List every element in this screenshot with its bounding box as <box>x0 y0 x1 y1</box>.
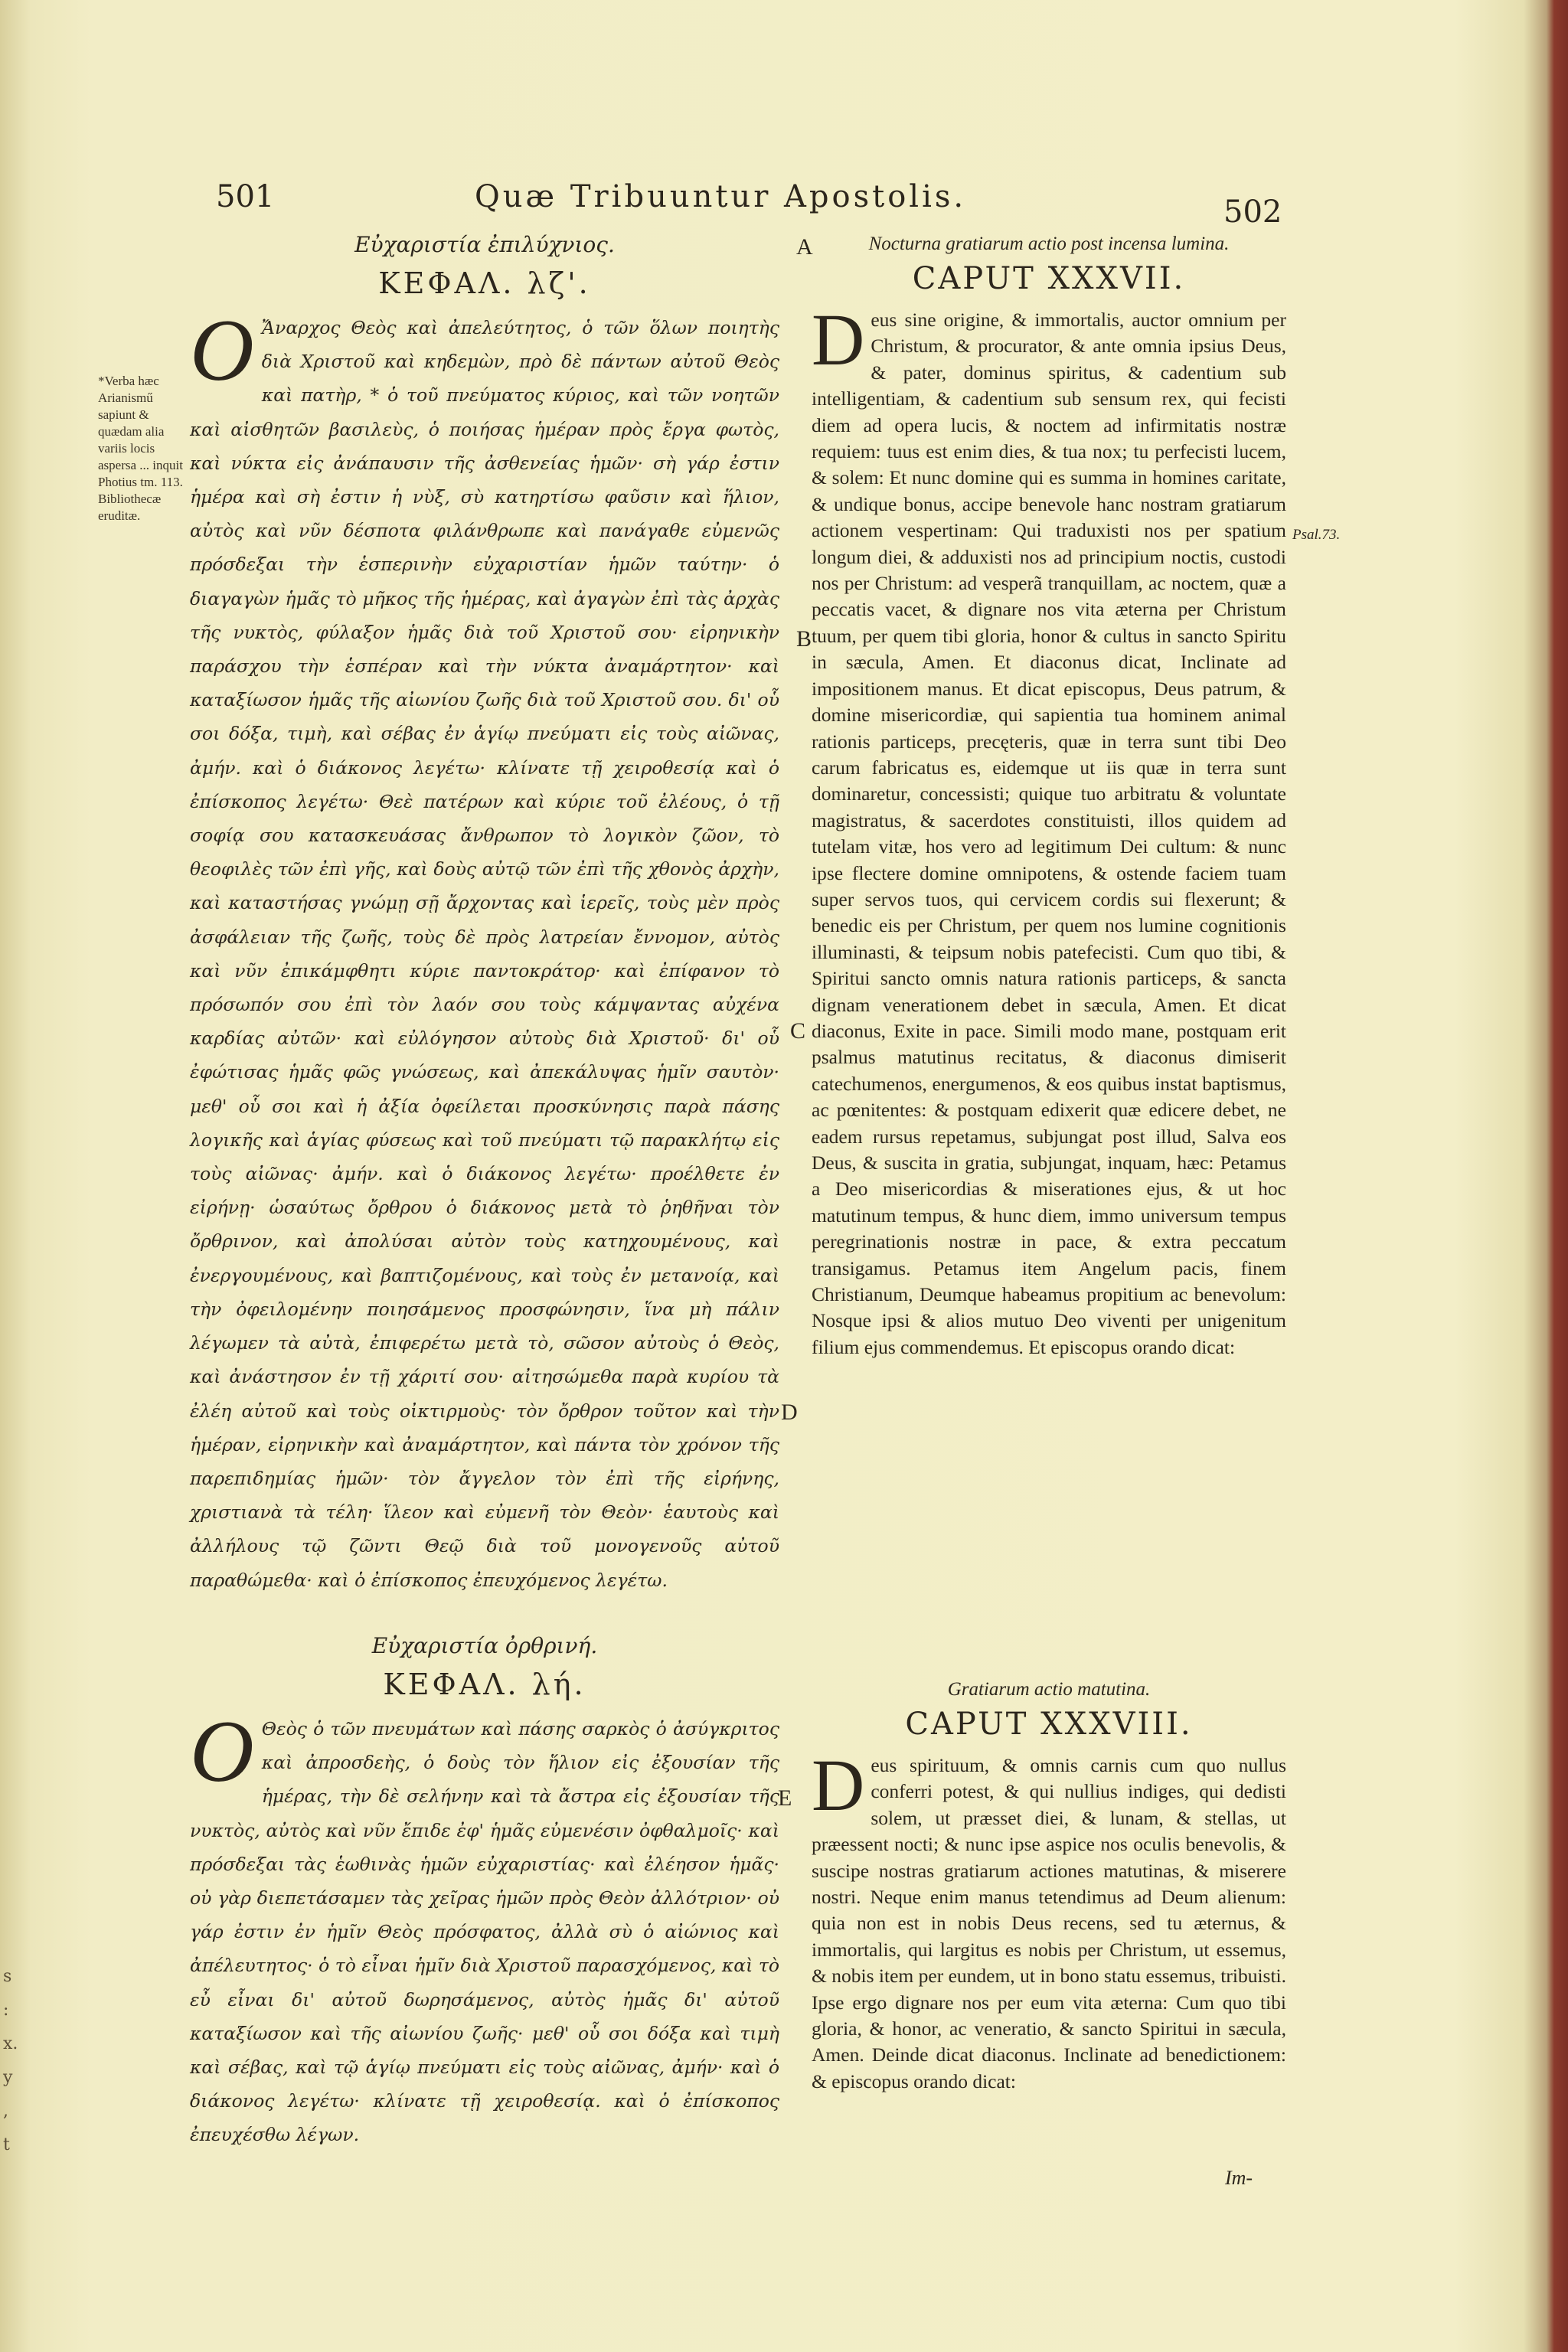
margin-letter-a: A <box>796 234 813 260</box>
latin-chapter-37: CAPUT XXXVII. <box>912 261 1186 296</box>
latin-column <box>812 234 1286 2092</box>
running-title: Quæ Tribuuntur Apostolis. <box>475 179 967 214</box>
greek-section-38 <box>190 1631 779 2152</box>
latin-body-38: eus spirituum, & omnis carnis cum quo nullus conferri potest, & qui nullius indiges, qui dedisti solem, ut præsset diei, & lunam, & stellas, ut præessent nocti; & nunc ipse aspice nos oculis benevolis, & suscipe nostras gratiarum actiones matutinas, & miserere nostri. Neque enim manus tetendimus ad Deum alienum: quia non est in nobis Deus recens, sed tu æternus, & immortalis, qui largitus es nobis per Christum, ut essemus, & nobis item per eundem, ut in bono statu essemus, tribuisti. Ipse ergo dignare nos per eum vita æterna: Cum quo tibi gloria, & honor, ac veneratio, & sancto Spiritui in sæcula, Amen. Deinde dicat diaconus. Inclinate ad benedictionem: & episcopus orando dicat: <box>812 1754 1286 2092</box>
catchword: Im- <box>1225 2167 1253 2189</box>
psalm-reference: Psal.73. <box>1292 527 1341 543</box>
latin-text-38 <box>812 1744 1286 2095</box>
drop-capital: Ο <box>190 1703 254 1801</box>
greek-body-37: Ἄναρχος Θεὸς καὶ ἀπελεύτητος, ὁ τῶν ὅλων ποιητὴς διὰ Χριστοῦ καὶ κηδεμὼν, πρὸ δὲ πάντων αὐτοῦ Θεὸς καὶ πατὴρ, * ὁ τοῦ πνεύματος κύριος, καὶ τῶν νοητῶν καὶ αἰσθητῶν βασιλεὺς, ὁ ποιήσας ἡμέραν πρὸς ἔργα φωτὸς, καὶ νύκτα εἰς ἀνάπαυσιν τῆς ἀσθενείας ἡμῶν· σὴ γάρ ἐστιν ἡμέρα καὶ σὴ ἐστιν ἡ νὺξ, σὺ κατηρτίσω φαῦσιν καὶ ἥλιον, αὐτὸς καὶ νῦν δέσποτα φιλάνθρωπε καὶ πανάγαθε εὐμενῶς πρόσδεξαι τὴν ἑσπερινὴν εὐχαριστίαν ἡμῶν ταύτην· ὁ διαγαγὼν ἡμᾶς τὸ μῆκος τῆς ἡμέρας, καὶ ἀγαγὼν ἐπὶ τὰς ἀρχὰς τῆς νυκτὸς, φύλαξον ἡμᾶς διὰ τοῦ Χριστοῦ σου· εἰρηνικὴν παράσχου τὴν ἑσπέραν καὶ τὴν νύκτα ἀναμάρτητον· καὶ καταξίωσον ἡμᾶς τῆς αἰωνίου ζωῆς διὰ τοῦ Χριστοῦ σου. δι' οὗ σοι δόξα, τιμὴ, καὶ σέβας ἐν ἁγίῳ πνεύματι εἰς τοὺς αἰῶνας, ἀμήν. καὶ ὁ διάκονος λεγέτω· κλίνατε τῇ χειροθεσίᾳ καὶ ὁ ἐπίσκοπος λεγέτω· Θεὲ πατέρων καὶ κύριε τοῦ ἐλέους, ὁ τῇ σοφίᾳ σου κατασκευάσας ἄνθρωπον τὸ λογικὸν ζῶον, τὸ θεοφιλὲς τῶν ἐπὶ γῆς, καὶ δοὺς αὐτῷ τῶν ἐπὶ τῆς χθονὸς ἀρχὴν, καὶ καταστήσας γνώμῃ σῇ ἄρχοντας καὶ ἱερεῖς, τοὺς μὲν πρὸς ἀσφάλειαν τῆς ζωῆς, τοὺς δὲ πρὸς λατρείαν ἔννομον, αὐτὸς καὶ νῦν ἐπικάμφθητι κύριε παντοκράτορ· καὶ ἐπίφανον τὸ πρόσωπόν σου ἐπὶ τὸν λαόν σου τοὺς κάμψαντας αὐχένα καρδίας αὐτῶν· καὶ εὐλόγησον αὐτοὺς διὰ Χριστοῦ· δι' οὗ ἐφώτισας ἡμᾶς φῶς γνώσεως, καὶ ἀπεκάλυψας ἡμῖν σαυτὸν· μεθ' οὗ σοι καὶ ἡ ἀξία ὀφείλεται προσκύνησις παρὰ πάσης λογικῆς καὶ ἁγίας φύσεως καὶ τοῦ πνεύματι τῷ παρακλήτῳ εἰς τοὺς αἰῶνας· ἀμήν. καὶ ὁ διάκονος λεγέτω· προέλθετε ἐν εἰρήνῃ· ὡσαύτως ὄρθρου ὁ διάκονος μετὰ τὸ ῥηθῆναι τὸν ὄρθρινον, καὶ ἀπολύσαι αὐτὸν τοὺς κατηχουμένους, καὶ ἐνεργουμένους, καὶ βαπτιζομένους, καὶ τοὺς ἐν μετανοίᾳ, καὶ τὴν ὀφειλομένην ποιησάμενος προσφώνησιν, ἵνα μὴ πάλιν λέγωμεν τὰ αὐτὰ, ἐπιφερέτω μετὰ τὸ, σῶσον αὐτοὺς ὁ Θεὸς, καὶ ἀνάστησον ἐν τῇ χάριτί σου· αἰτησώμεθα παρὰ κυρίου τὰ ἐλέη αὐτοῦ καὶ τοὺς οἰκτιρμοὺς· τὸν ὄρθρον τοῦτον καὶ τὴν ἡμέραν, εἰρηνικὴν καὶ ἀναμάρτητον, καὶ πάντα τὸν χρόνον τῆς παρεπιδημίας ἡμῶν· τὸν ἄγγελον τὸν ἐπὶ τῆς εἰρήνης, χριστιανὰ τὰ τέλη· ἵλεον καὶ εὐμενῆ τὸν Θεὸν· ἑαυτοὺς καὶ ἀλλήλους τῷ ζῶντι Θεῷ διὰ τοῦ μονογενοῦς αὐτοῦ παραθώμεθα· καὶ ὁ ἐπίσκοπος ἐπευχόμενος λεγέτω. <box>190 317 779 1591</box>
margin-letter-b: B <box>796 626 812 652</box>
greek-body-38: Θεὸς ὁ τῶν πνευμάτων καὶ πάσης σαρκὸς ὁ ἀσύγκριτος καὶ ἀπροσδεὴς, ὁ δοὺς τὸν ἥλιον εἰς ἐξουσίαν τῆς ἡμέρας, τὴν δὲ σελήνην καὶ τὰ ἄστρα εἰς ἐξουσίαν τῆς νυκτὸς, αὐτὸς καὶ νῦν ἔπιδε ἐφ' ἡμᾶς εὐμενέσιν ὀφθαλμοῖς· καὶ πρόσδεξαι τὰς ἑωθινὰς ἡμῶν εὐχαριστίας· καὶ ἐλέησον ἡμᾶς· οὐ γὰρ διεπετάσαμεν τὰς χεῖρας ἡμῶν πρὸς Θεὸν ἀλλότριον· οὐ γάρ ἐστιν ἐν ἡμῖν Θεὸς πρόσφατος, ἀλλὰ σὺ ὁ αἰώνιος καὶ ἀπέλευτητος· ὁ τὸ εἶναι ἡμῖν διὰ Χριστοῦ παρασχόμενος, καὶ τὸ εὖ εἶναι δι' αὐτοῦ δωρησάμενος, αὐτὸς ἡμᾶς δι' αὐτοῦ καταξίωσον καὶ τῆς αἰωνίου ζωῆς· μεθ' οὗ σοι δόξα καὶ τιμὴ καὶ σέβας, καὶ τῷ ἁγίῳ πνεύματι εἰς τοὺς αἰῶνας, ἀμήν· καὶ ὁ διάκονος λεγέτω· κλίνατε τῇ χειροθεσίᾳ. καὶ ὁ ἐπίσκοπος ἐπευχέσθω λέγων. <box>190 1718 779 2146</box>
latin-subtitle-1: Nocturna gratiarum actio post incensa lumina. <box>868 234 1230 254</box>
margin-letter-d: D <box>781 1400 798 1425</box>
drop-capital: Ο <box>190 302 254 400</box>
latin-chapter-38: CAPUT XXXVIII. <box>905 1707 1193 1742</box>
latin-section-38 <box>812 1679 1286 2095</box>
latin-body-37: eus sine origine, & immortalis, auctor omnium per Christum, & procurator, & ante omnia ipsius Deus, & pater, dominus spiritus, & cadentium sub intelligentiam, & cadentium sub sensum rex, qui fecisti diem ad opera lucis, & noctem ad infirmitatis nostræ requiem: tuus est enim dies, & tua nox; tu perfecisti lucem, & solem: Et nunc domine qui es summa in homines caritate, & undique bonus, accipe benevole hanc nostram gratiarum actionem vespertinam: Qui traduxisti nos per spatium longum diei, & adduxisti nos ad principium noctis, custodi nos per Christum: ad vesperã tranquillam, ac noctem, quæ a peccatis vacet, & dignare nos vita æterna per Christum tuum, per quem tibi gloria, honor & cultus in sancto Spiritu in sæcula, Amen. Et diaconus dicat, Inclinate ad impositionem manus. Et dicat episcopus, Deus patrum, & domine misericordiæ, qui sapientia tua hominem animal rationis particeps, precęteris, quæ in terra sunt tibi Deo carum fabricatus es, eidemque ut iis quæ in terra sunt dominaretur, concessisti; quique tuo arbitratu & voluntate magistratus, & sacerdotes constituisti, illos quidem ad tutelam vitæ, hos vero ad legitimum Dei cultum: & nunc ipse flectere domine omnipotens, & ostende faciem tuam super servos tuos, qui cervicem cordis sui flexerunt; & benedic eis per Christum, per quem nos lumine cognitionis illuminasti, & teipsum nobis patefecisti. Cum quo tibi, & Spiritui sancto omnis natura rationis particeps, & sancta dignam venerationem debet in sæcula, Amen. Et dicat diaconus, Exite in pace. Simili modo mane, postquam erit psalmus matutinus recitatus, & diaconus dimiserit catechumenos, energumenos, & eos quibus instat baptismus, ac pœnitentes: & postquam edixerit quæ edicere debet, ne eadem rursus repetamus, subjungat post illud, Salva eos Deus, & suscita in gratia, subjungat, inquam, hæc: Petamus a Deo misericordias & miserationes ejus, & ut hoc matutinum tempus, & hunc diem, immo universum tempus peregrinationis nostræ in pace, & extra peccatum transigamus. Petamus item Angelum pacis, finem Christianum, Deumque habeamus propitium ac benevolum: Nosque ipsi & alios mutuo Deo viventi per unigenitum filium ejus commendemus. Et episcopus orando dicat: <box>812 309 1286 1358</box>
margin-letter-c: C <box>790 1018 806 1044</box>
left-edge-marks: s : x. y , t <box>3 1967 18 2154</box>
page-number-left: 501 <box>216 179 275 214</box>
drop-capital: D <box>812 299 865 381</box>
greek-text-38 <box>190 1703 779 2152</box>
greek-column <box>190 230 779 2146</box>
greek-text-37 <box>190 302 779 1597</box>
latin-text-37 <box>812 299 1286 1361</box>
greek-chapter-37: ΚΕΦΑΛ. λζ'. <box>378 266 591 300</box>
drop-capital: D <box>812 1744 865 1826</box>
greek-subtitle-2: Εὐχαριστία ὀρθρινή. <box>371 1633 598 1658</box>
greek-subtitle-1: Εὐχαριστία ἐπιλύχνιος. <box>354 232 615 257</box>
margin-note: *Verba hæc Arianismű sapiunt & quædam alia variis locis aspersa ... inquit Photius tm. 113. Bibliothecæ eruditæ. <box>98 374 183 523</box>
margin-letter-e: E <box>778 1785 792 1811</box>
running-header <box>0 179 1568 230</box>
greek-chapter-38: ΚΕΦΑΛ. λή. <box>383 1668 586 1701</box>
latin-subtitle-2: Gratiarum actio matutina. <box>947 1679 1151 1700</box>
page-number-right: 502 <box>1223 194 1282 230</box>
